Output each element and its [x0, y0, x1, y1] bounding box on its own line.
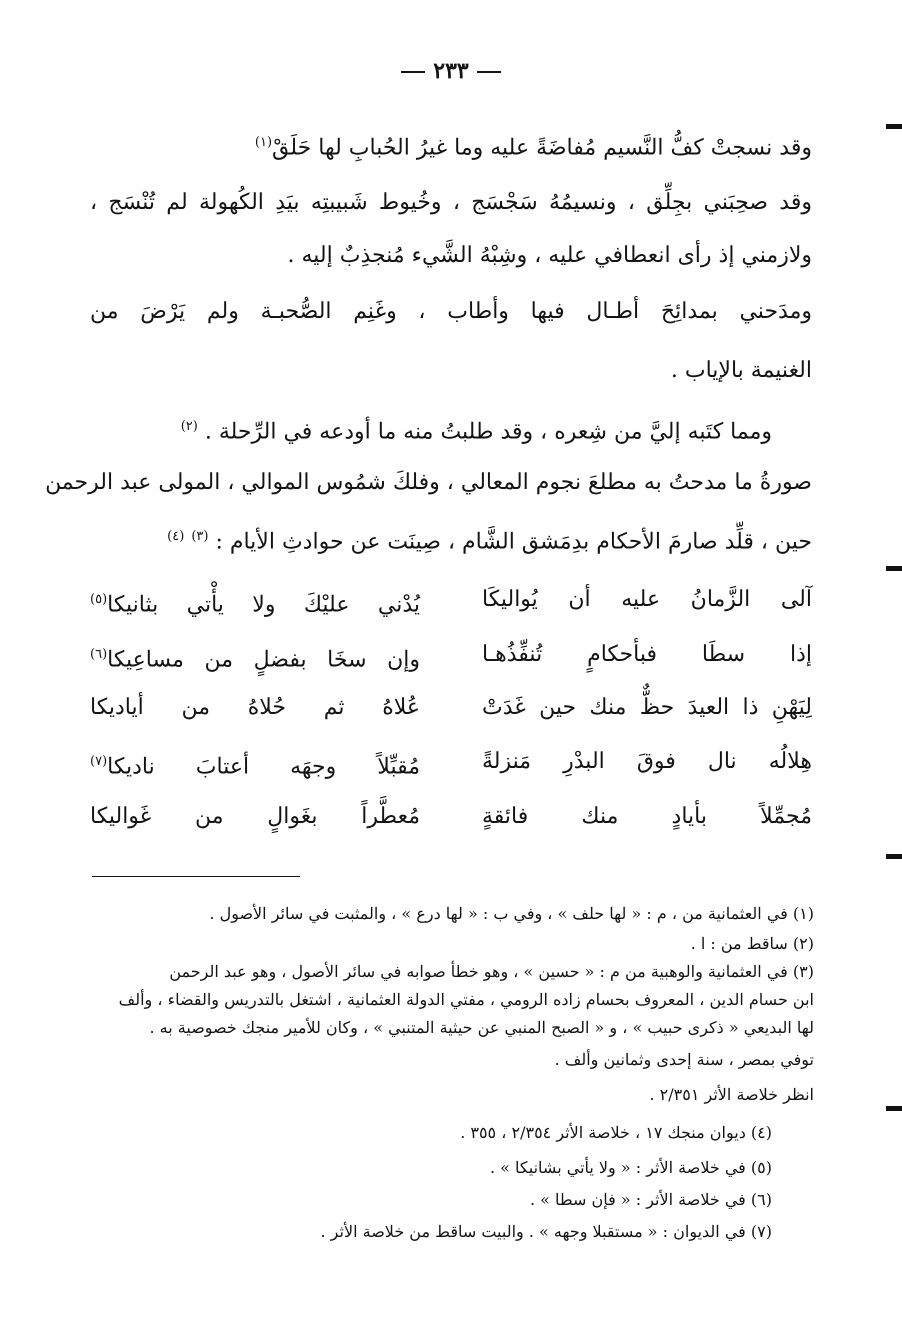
body-line-1: [90, 128, 812, 163]
footnote-5: (٥) في خلاصة الأثر : « ولا يأتي بشانيكا » .: [490, 1158, 772, 1177]
dash-left: [477, 71, 501, 73]
body-line-text: حين ، قلِّد صارمَ الأحكام بدِمَشق الشَّام ، صِينَت عن حوادثِ الأيام :: [215, 529, 812, 555]
footnote-3-reference: انظر خلاصة الأثر ٢/٣٥١ .: [649, 1085, 814, 1104]
body-line-text: وقد نسجتْ كفُّ النَّسيم مُفاضَةً عليه وما غيرُ الحُبابِ لها حَلَقْ: [272, 135, 812, 161]
note-ref: (٤): [167, 529, 185, 544]
body-line-5: [90, 356, 812, 386]
verse-hemistich-second: عُلاهُ ثم حُلاهُ من أياديكا: [90, 695, 420, 720]
verse-hemistich-first: لِيَهْنِ ذا العيدَ حظٌّ منك حين غَدَتْ: [482, 695, 812, 720]
footnote-3-continued: لها البديعي « ذكرى حبيب » ، و « الصبح المنبي عن حيثية المتنبي » ، وكان للأمير منجك خصوصية به .: [149, 1018, 814, 1037]
verse-5: [90, 797, 812, 837]
body-line-text: ومدَحني بمدائِحَ أطـال فيها وأطاب ، وغَنِم الصُّحبـة ولم يَرْضَ من: [90, 299, 812, 324]
verse-hemistich-text: وإن سخَا بفضلٍ من مساعِيكا: [107, 647, 420, 673]
footnote-3: (٣) في العثمانية والوهبية من م : « حسين » ، وهو خطأ صوابه في سائر الأصول ، وهو عبد الرحمن: [169, 962, 814, 981]
scan-edge-mark: [886, 1106, 902, 1111]
verse-2: [90, 635, 812, 675]
verse-hemistich-first: آلى الزَّمانُ عليه أن يُواليكَا: [482, 587, 812, 612]
scan-edge-mark: [886, 124, 902, 129]
footnote-7: (٧) في الديوان : « مستقبلا وجهه » . والبيت ساقط من خلاصة الأثر .: [320, 1222, 772, 1241]
scan-edge-mark: [886, 854, 902, 859]
footnote-3-continued: ابن حسام الدين ، المعروف بحسام زاده الرومي ، مفتي الدولة العثمانية ، اشتغل بالتدريس والقضاء ، وألف: [118, 990, 814, 1009]
body-line-text: صورةُ ما مدحتُ به مطلعَ نجوم المعالي ، وفلكَ شمُوس الموالي ، المولى عبد الرحمن: [45, 470, 812, 495]
verse-hemistich-second: [90, 635, 420, 680]
dash-right: [401, 71, 425, 73]
footnote-3-continued: توفي بمصر ، سنة إحدى وثمانين وألف .: [554, 1050, 814, 1069]
body-line-4: [90, 297, 812, 327]
footnote-6: (٦) في خلاصة الأثر : « فإن سطا » .: [529, 1190, 772, 1209]
verse-4: [90, 742, 812, 782]
body-line-6: [90, 412, 772, 447]
page-number-text: ٢٣٣: [433, 58, 469, 84]
body-line-text: الغنيمة بالإياب .: [670, 358, 812, 383]
body-line-8: [90, 522, 812, 557]
note-ref: (١): [254, 135, 273, 150]
body-line-3: [90, 241, 812, 271]
page-number: [0, 58, 902, 84]
footnote-2: (٢) ساقط من : ا .: [690, 934, 814, 953]
body-line-text: وقد صحِبَني بجِلِّق ، ونسيمُهُ سَجْسَج ، وخُيوط شَبيبتِه بيَدِ الكُهولة لم تُنْسَج ،: [90, 190, 812, 215]
body-line-2: [90, 188, 812, 218]
verse-hemistich-second: [90, 742, 420, 787]
note-ref: (٢): [180, 419, 198, 434]
note-ref: (٦): [90, 647, 108, 662]
verse-3: [90, 688, 812, 728]
note-ref: (٥): [90, 592, 108, 607]
body-line-text: ومما كتَبه إليَّ من شِعره ، وقد طلبتُ منه ما أودعه في الرِّحلة .: [204, 419, 772, 445]
footnote-1: (١) في العثمانية من ، م : « لها حلف » ، وفي ب : « لها درع » ، والمثبت في سائر الأصول .: [209, 904, 814, 923]
body-line-7: [45, 468, 812, 498]
scan-edge-mark: [886, 566, 902, 571]
verse-1: [90, 580, 812, 620]
verse-hemistich-second: مُعطَّراً بغَوالٍ من غَواليكا: [90, 804, 420, 829]
footnote-4: (٤) ديوان منجك ١٧ ، خلاصة الأثر ٢/٣٥٤ ، ٣٥٥ .: [460, 1123, 772, 1142]
verse-hemistich-first: مُجمِّلاً بأيادٍ منك فائقةٍ: [482, 804, 812, 829]
verse-hemistich-text: مُقبِّلاً وجهَه أعتابَ ناديكا: [107, 754, 420, 780]
verse-hemistich-first: إذا سطَا فبأحكامٍ تُنفِّذُهـا: [482, 642, 812, 667]
note-ref: (٣): [191, 529, 209, 544]
verse-hemistich-text: يُدْني عليْكَ ولا يأْتي بثانيكا: [107, 592, 420, 618]
footnote-separator: [92, 876, 300, 877]
verse-hemistich-second: [90, 580, 420, 625]
note-ref: (٧): [90, 754, 108, 769]
body-line-text: ولازمني إذ رأى انعطافي عليه ، وشِبْهُ الشَّيء مُنجذِبٌ إليه .: [287, 243, 812, 268]
verse-hemistich-first: هِلالُه نال فوقَ البدْرِ مَنزلةً: [482, 749, 812, 774]
